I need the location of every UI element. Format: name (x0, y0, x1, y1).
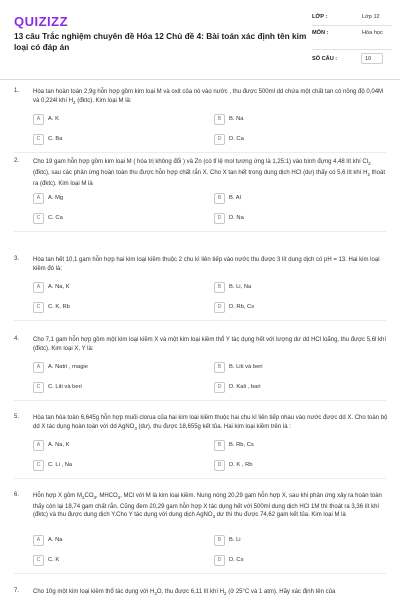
question-number: 2. (14, 158, 20, 164)
answer-option-c[interactable] (33, 460, 198, 471)
option-text: B. Liti và beri (229, 364, 263, 370)
answer-option-b[interactable] (214, 193, 379, 204)
answer-option-d[interactable] (214, 555, 379, 566)
question-text: Cho 10g một kim loại kiềm thổ tác dụng với $H_2O$, thu được 6,11 lít khí $H_2$ (ở 25°C và 1 atm). Hãy xác định tên của (33, 589, 336, 597)
option-text: C. Liti và beri (48, 384, 82, 390)
option-letter-box: B (214, 282, 225, 293)
option-text: D. Na (229, 215, 244, 221)
option-letter-box: A (33, 193, 44, 204)
answer-option-d[interactable] (214, 382, 379, 393)
count-label: SỐ CÂU : (312, 56, 338, 62)
answer-option-a[interactable] (33, 282, 198, 293)
option-letter-box: C (33, 460, 44, 471)
option-letter-box: C (33, 382, 44, 393)
option-letter-box: B (214, 114, 225, 125)
question-divider (14, 320, 386, 321)
quizizz-logo[interactable]: QUIZIZZ (14, 14, 69, 29)
option-letter-box: D (214, 382, 225, 393)
option-letter-box: A (33, 362, 44, 373)
question-number: 1. (14, 88, 20, 94)
answer-option-d[interactable] (214, 460, 379, 471)
option-letter-box: C (33, 213, 44, 224)
option-text: A. Na, K (48, 442, 70, 448)
option-text: B. Li, Na (229, 284, 252, 290)
option-letter-box: D (214, 302, 225, 313)
option-text: D. Kali , bari (229, 384, 261, 390)
answer-option-c[interactable] (33, 555, 198, 566)
option-text: B. Al (229, 195, 241, 201)
option-letter-box: B (214, 362, 225, 373)
option-text: C. K (48, 557, 60, 563)
option-letter-box: C (33, 555, 44, 566)
option-text: C. K, Rb (48, 304, 70, 310)
option-letter-box: A (33, 440, 44, 451)
option-text: D. Cs (229, 557, 244, 563)
meta-divider (312, 25, 392, 26)
answer-option-a[interactable] (33, 535, 198, 546)
class-value: Lớp 12 (362, 14, 380, 20)
answer-option-c[interactable] (33, 134, 198, 145)
meta-divider (312, 49, 392, 50)
answer-option-a[interactable] (33, 193, 198, 204)
option-text: B. Rb, Cs (229, 442, 254, 448)
answer-option-d[interactable] (214, 302, 379, 313)
option-letter-box: D (214, 555, 225, 566)
answer-option-a[interactable] (33, 114, 198, 125)
subject-value: Hóa học (362, 30, 383, 36)
option-text: B. Li (229, 537, 241, 543)
count-value: 10 (361, 53, 383, 64)
answer-option-d[interactable] (214, 134, 379, 145)
option-text: C. Li , Na (48, 462, 73, 468)
answer-option-b[interactable] (214, 440, 379, 451)
option-letter-box: C (33, 134, 44, 145)
answer-option-b[interactable] (214, 282, 379, 293)
option-letter-box: D (214, 134, 225, 145)
option-letter-box: D (214, 213, 225, 224)
answer-option-c[interactable] (33, 382, 198, 393)
subject-label: MÔN : (312, 30, 329, 36)
question-text: Hòa tan hoàn toàn 2,9g hỗn hợp gồm kim loại M và oxit của nó vào nước , thu được 500ml dd chứa một chất tan có nồng độ 0,04M và 0,224l khí $H_2$ (đktc). Kim loại M là: (33, 89, 384, 105)
option-text: B. Na (229, 116, 244, 122)
question-number: 7. (14, 588, 20, 594)
answer-option-b[interactable] (214, 362, 379, 373)
question-divider (14, 478, 386, 479)
question-divider (14, 231, 386, 232)
answer-option-a[interactable] (33, 440, 198, 451)
option-letter-box: B (214, 440, 225, 451)
class-label: LỚP : (312, 14, 328, 20)
question-text: Hòa tan hết 10,1 gam hỗn hợp hai kim loại kiềm thuộc 2 chu kì liên tiếp vào nước thu được 3 lít dung dịch có pH = 13. Hai kim loại kiềm đó là: (33, 257, 380, 272)
answer-option-c[interactable] (33, 213, 198, 224)
option-letter-box: B (214, 193, 225, 204)
option-text: C. Ca (48, 215, 63, 221)
answer-option-a[interactable] (33, 362, 198, 373)
answer-option-b[interactable] (214, 114, 379, 125)
option-text: A. Natri , magie (48, 364, 88, 370)
answer-option-c[interactable] (33, 302, 198, 313)
question-divider (14, 400, 386, 401)
header-divider (0, 79, 400, 80)
option-text: A. Na (48, 537, 63, 543)
option-letter-box: A (33, 535, 44, 546)
document-title: 13 câu Trắc nghiệm chuyên đề Hóa 12 Chủ đề 4: Bài toán xác định tên kim loại có đáp án (14, 31, 307, 52)
question-divider (14, 152, 386, 153)
option-text: A. K (48, 116, 59, 122)
question-text: Cho 19 gam hỗn hợp gồm kim loại M ( hóa trị không đổi ) và Zn (có tỉ lệ mol tương ứng là 1,25:1) vào bình đựng 4,48 lít khí $Cl_2$ (đktc), sau các phản ứng hoàn toàn thu được hỗn hợp chất rắn X. Cho X tan hết trong dung dịch HCl (dư) thấy có 5,6 lít khí $H_2$ thoát ra (đktc). Kim loại M là (33, 159, 385, 187)
question-number: 5. (14, 414, 20, 420)
option-letter-box: A (33, 282, 44, 293)
question-number: 3. (14, 256, 20, 262)
option-text: D. Ca (229, 136, 244, 142)
option-text: D. Rb, Cs (229, 304, 255, 310)
option-letter-box: A (33, 114, 44, 125)
option-letter-box: C (33, 302, 44, 313)
option-text: C. Ba (48, 136, 63, 142)
option-letter-box: D (214, 460, 225, 471)
question-text: Hỗn hợp X gồm $M_2CO_3$, $MHCO_3$, MCl với M là kim loại kiềm. Nung nóng 20,29 gam hỗn hợp X, sau khi phản ứng xảy ra hoàn toàn thấy còn lại 18,74 gam chất rắn. Cũng đem 20,29 gam hỗn hợp X tác dụng hết với 500ml dung dịch HCl 1M thì thoát ra 3,36 lít khí (đktc) và thu được dung dịch Y.Cho Y tác dụng với dung dịch AgNO$_3$ dư thì thu được 74,62 gam kết tủa. Kim loại M là (33, 493, 382, 520)
question-divider (14, 573, 386, 574)
option-text: A. Na, K (48, 284, 70, 290)
header (0, 0, 400, 80)
option-text: D. K , Rb (229, 462, 253, 468)
option-text: A. Mg (48, 195, 64, 201)
question-number: 4. (14, 336, 20, 342)
answer-option-d[interactable] (214, 213, 379, 224)
question-text: Hòa tan hòa toàn 6,645g hỗn hợp muối clorua của hai kim loại kiềm thuộc hai chu kì liên tiếp nhau vào nước được dd X. Cho toàn bộ dd X tác dụng hoàn toàn với dd AgNO$_3$ (dư), thu được 18,655g kết tủa. Hai kim loại kiềm trên là : (33, 415, 388, 431)
question-number: 6. (14, 492, 20, 498)
option-letter-box: B (214, 535, 225, 546)
question-text: Cho 7,1 gam hỗn hợp gồm một kim loại kiềm X và một kim loại kiềm thổ Y tác dụng hết với lượng dư dd HCl loãng, thu được 5,6l khí (đktc). Kim loại X, Y là: (33, 337, 387, 352)
answer-option-b[interactable] (214, 535, 379, 546)
